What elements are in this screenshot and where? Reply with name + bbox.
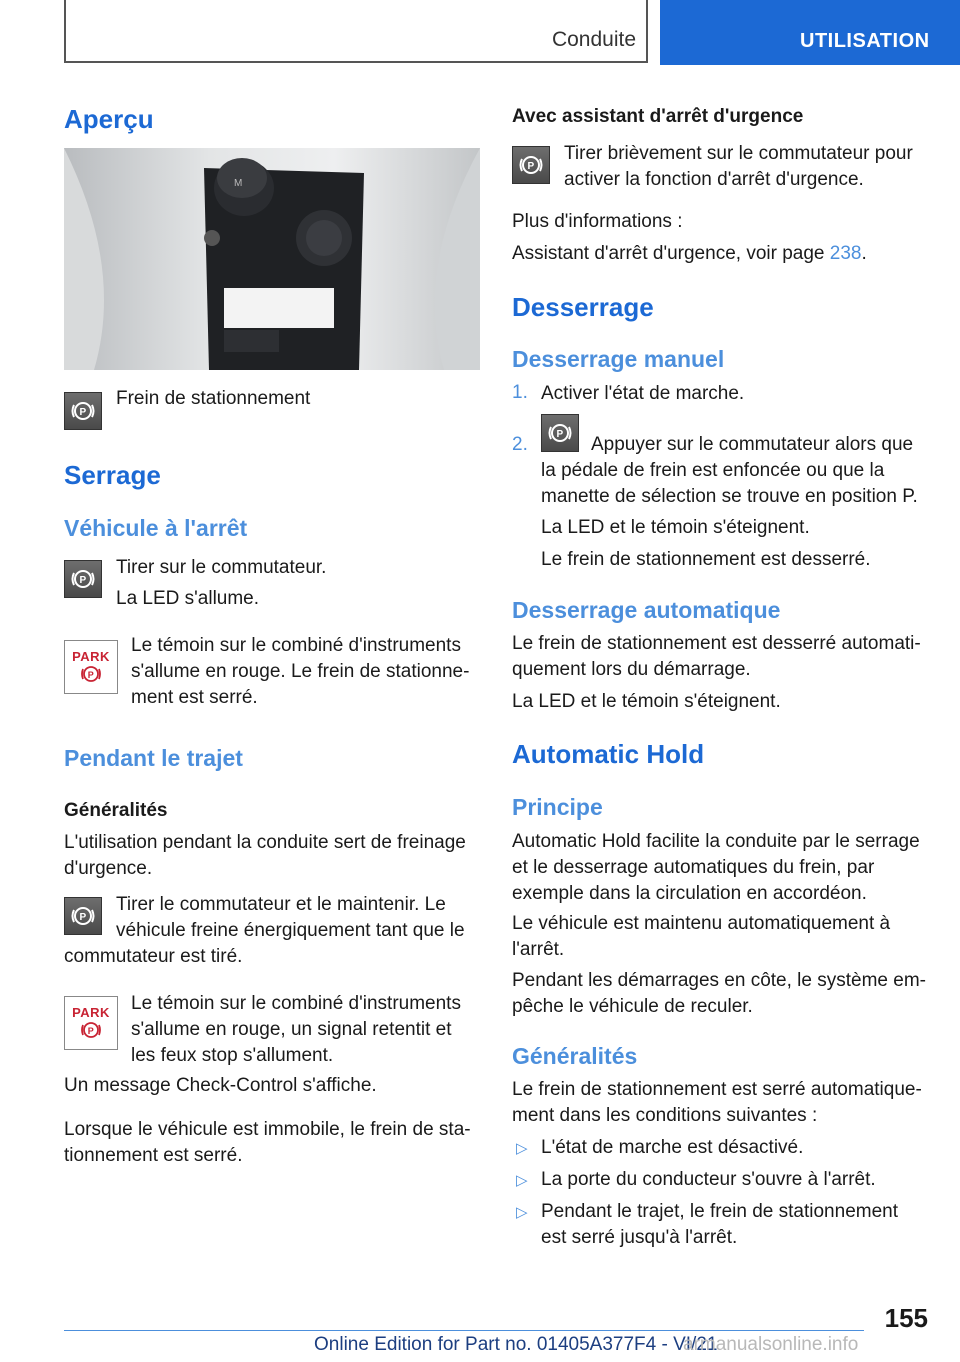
text-line: exemple dans la circulation en accordéon. [512, 883, 867, 904]
bullet-triangle-icon: ▷ [516, 1140, 528, 1157]
list-item [541, 1199, 941, 1251]
title-desserrage: Desserrage [512, 292, 654, 322]
park-label: PARK [72, 648, 110, 664]
text-line: Lorsque le véhicule est immobile, le frein de sta- [64, 1119, 471, 1140]
text-line: tionnement est serré. [64, 1145, 243, 1166]
step-2-led: La LED et le témoin s'éteignent. [541, 517, 810, 538]
text-immobile [64, 1117, 484, 1169]
text-line: véhicule freine énergiquement tant que le [116, 920, 465, 941]
text-line: Pendant les démarrages en côte, le système em- [512, 970, 926, 991]
parking-brake-icon [541, 414, 579, 452]
page-link[interactable]: 238 [829, 243, 862, 264]
subtitle-desserrage-manuel: Desserrage manuel [512, 346, 725, 372]
text-line: Le témoin sur le combiné d'instruments [131, 993, 461, 1014]
text-tirer: Tirer sur le commutateur. [116, 557, 327, 578]
step-number: 1. [512, 382, 528, 403]
subtitle-vehicule-arret: Véhicule à l'arrêt [64, 515, 248, 541]
footer-divider [64, 1330, 864, 1331]
text-auto-led: La LED et le témoin s'éteignent. [512, 691, 781, 712]
text-line: Pendant le trajet, le frein de stationnement [541, 1201, 899, 1222]
header-section-box [64, 0, 648, 63]
park-label: PARK [72, 1004, 110, 1020]
text-gen [512, 1077, 952, 1129]
text-line: et le desserrage automatiques du frein, par [512, 857, 875, 878]
footer-edition: Online Edition for Part no. 01405A377F4 - VI/21 [314, 1334, 718, 1355]
bullet-triangle-icon: ▷ [516, 1172, 528, 1189]
text-line: Le témoin sur le combiné d'instruments [131, 635, 461, 656]
svg-text:P: P [79, 912, 87, 923]
text-temoin-2 [131, 991, 491, 1069]
text-led: La LED s'allume. [116, 588, 260, 609]
text-line: Le véhicule est maintenu automatiquement à [512, 913, 891, 934]
step-2-frein: Le frein de stationnement est desserré. [541, 549, 871, 570]
text-principe [512, 829, 942, 907]
subtitle-generalites: Généralités [512, 1043, 638, 1069]
text-line: Tirer le commutateur et le maintenir. Le [116, 894, 446, 915]
text-utilisation [64, 830, 484, 882]
text-line: la pédale de frein est enfoncée ou que la [541, 460, 885, 481]
park-warning-icon [64, 640, 118, 694]
text-line: s'allume en rouge, un signal retentit et [131, 1019, 452, 1040]
text-line: les feux stop s'allument. [131, 1045, 334, 1066]
title-automatic-hold: Automatic Hold [512, 739, 705, 769]
parking-brake-icon [64, 560, 102, 598]
list-item: La porte du conducteur s'ouvre à l'arrêt. [541, 1169, 876, 1190]
svg-text:P: P [87, 1025, 94, 1036]
text-line: Le frein de stationnement est desserré automati- [512, 633, 921, 654]
title-apercu: Aperçu [64, 104, 154, 134]
text-line: quement lors du démarrage. [512, 659, 751, 680]
parking-brake-icon [64, 392, 102, 430]
text-temoin-1 [131, 633, 491, 711]
step-number: 2. [512, 434, 528, 455]
text-cote [512, 968, 952, 1020]
subtitle-principe: Principe [512, 794, 603, 820]
caption-frein: Frein de stationnement [116, 388, 311, 409]
text-line: l'arrêt. [512, 939, 565, 960]
text-maintenu [512, 911, 942, 963]
step-2-line-1: Appuyer sur le commutateur alors que [591, 434, 914, 455]
text-check-control: Un message Check-Control s'affiche. [64, 1075, 377, 1096]
svg-text:P: P [87, 669, 94, 680]
page-number: 155 [884, 1303, 928, 1333]
text-line: d'urgence. [64, 858, 153, 879]
text-line: ment dans les conditions suivantes : [512, 1105, 818, 1126]
text-line: est serré jusqu'à l'arrêt. [541, 1227, 738, 1248]
text-line: L'utilisation pendant la conduite sert de freinage [64, 832, 466, 853]
text-line: Automatic Hold facilite la conduite par le serrage [512, 831, 920, 852]
heading-assistant: Avec assistant d'arrêt d'urgence [512, 106, 804, 127]
text-maintenir-end: commutateur est tiré. [64, 946, 243, 967]
svg-text:P: P [556, 429, 564, 440]
header-chapter-tab [660, 0, 960, 65]
bullet-triangle-icon: ▷ [516, 1204, 528, 1221]
subtitle-pendant-trajet: Pendant le trajet [64, 745, 243, 771]
text-auto [512, 631, 952, 683]
text-dot: . [861, 243, 867, 264]
parking-brake-icon [64, 897, 102, 935]
text-line: pêche le véhicule de reculer. [512, 996, 753, 1017]
svg-text:P: P [527, 161, 535, 172]
text-line: ment est serré. [131, 687, 258, 708]
park-warning-icon [64, 996, 118, 1050]
subtitle-desserrage-auto: Desserrage automatique [512, 597, 781, 623]
text-line: Tirer brièvement sur le commutateur pour [564, 143, 913, 164]
svg-text:P: P [79, 407, 87, 418]
heading-generalites: Généralités [64, 800, 168, 821]
parking-brake-icon [512, 146, 550, 184]
text-plus-info: Plus d'informations : [512, 211, 683, 232]
svg-text:M: M [234, 178, 243, 189]
photo-center-console [64, 148, 480, 370]
text-maintenir [116, 892, 486, 944]
title-serrage: Serrage [64, 460, 161, 490]
text-voir-page [512, 241, 867, 267]
header-section: Conduite [551, 28, 636, 51]
text-line: s'allume en rouge. Le frein de stationne- [131, 661, 470, 682]
text-brievement [564, 141, 934, 193]
step-2-body [541, 458, 941, 510]
svg-text:P: P [79, 575, 87, 586]
text-line: activer la fonction d'arrêt d'urgence. [564, 169, 864, 190]
text-line: manette de sélection se trouve en position P. [541, 486, 918, 507]
header-chapter: UTILISATION [800, 30, 930, 52]
step-1: Activer l'état de marche. [541, 383, 745, 404]
watermark: armanualsonline.info [683, 1334, 859, 1355]
text-voir: Assistant d'arrêt d'urgence, voir page [512, 243, 830, 264]
text-line: Le frein de stationnement est serré automatique- [512, 1079, 922, 1100]
list-item: L'état de marche est désactivé. [541, 1137, 804, 1158]
